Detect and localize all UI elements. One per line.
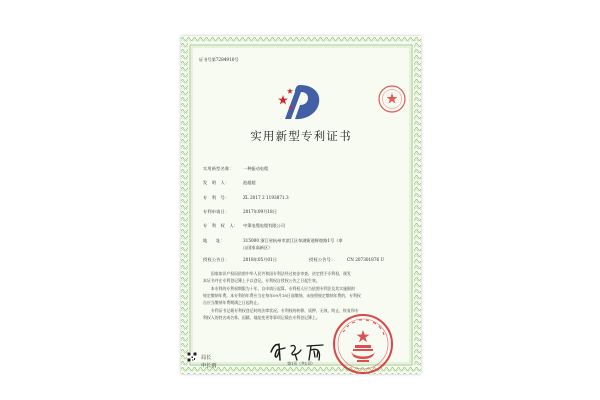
qr-code-icon [187,352,197,362]
certificate-title: 实用新型专利证书 [250,129,352,143]
address-value: 315000 浙江省杭州市滨江区奉湖街道辉煌路1号（奉 [243,238,343,243]
body-line: 专利证书记载专利权登记时的法律状况。专利权的转移、质押、无效、终止、恢复和专 [203,308,359,313]
address-value-line2: 山国家高新区） [243,245,273,250]
patentee-value: 中策电缆电缆有限公司 [243,223,285,228]
patent-certificate [181,36,421,374]
page-footer: 第1页（共1页） [287,361,315,366]
filing-date-value: 2017年09月18日 [243,209,277,214]
certificate-number: 证书号第7284910号 [199,57,239,62]
body-line: 本专利的专利权期限为十年，自申请日起算。专利权人应当依照专利法及其实施细则 [203,286,355,291]
patent-number-value: ZL 2017 2 1193871.3 [243,195,289,200]
inventor-label: 发 明 人： [203,180,230,185]
announcement-number-label: 授权公告号： [309,257,336,262]
director-name-printed: 申长雨 [201,363,217,369]
name-value: 一种振动电缆 [243,166,269,171]
body-line: 国家知识产权局依照中华人民共和国专利法经过初步审查，决定授予专利权，颁发 [203,271,351,276]
top-seal-icon [377,84,407,114]
body-line: 自应当缴纳年费期满之日起终止。 [203,300,262,305]
grant-date-value: 2018年05月01日 [243,257,277,262]
patentee-label: 专 利 权 人： [203,223,239,228]
grant-date-label: 授权公告日： [203,257,230,262]
official-seal-icon [331,312,395,376]
body-line: 利权人的姓名或名称、国籍、地址变更等事项记载在专利登记簿上。 [203,315,320,320]
body-line: 规定缴纳年费。本专利的年费应当在每年09月18日前缴纳。未按照规定缴纳年费的，专利权 [203,293,361,298]
body-line: 本证书并在专利登记簿上予以登记。专利权自授权公告之日起生效。 [203,278,320,283]
filing-date-label: 专利申请日： [203,209,230,214]
announcement-number-value: CN 207301876 U [347,257,385,262]
name-label: 实用新型名称： [203,166,234,171]
patent-office-logo-icon [277,83,323,123]
patent-number-label: 专 利 号： [203,195,230,200]
address-label: 地 址： [203,238,225,243]
director-title: 局长 [201,355,212,361]
inventor-value: 池超超 [243,180,256,185]
